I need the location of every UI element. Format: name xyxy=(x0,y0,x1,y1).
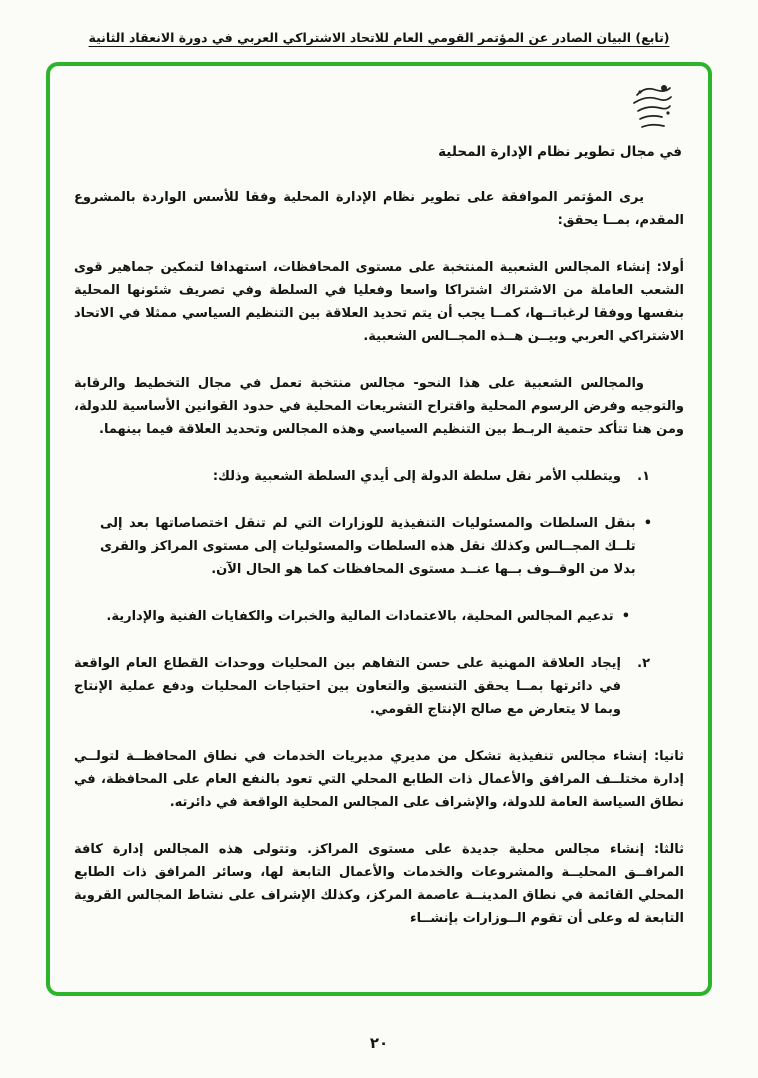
first-clause-paragraph xyxy=(74,256,684,348)
numbered-item-1-marker: ١. xyxy=(637,469,650,484)
numbered-item-2 xyxy=(74,652,650,721)
bullet-item-1-text: بنقل السلطات والمسئوليات التنفيذية للوزارات التي لم تنقل اختصاصاتها بعد إلى تلــك المجــالس وكذلك نقل هذه السلطات والمسئوليات إلى مستوى المراكز والقرى بدلا من الوقــوف بــها عنــد مستوى المحافظات كما هو الحال الآن. xyxy=(100,516,636,577)
numbered-item-2-text: إيجاد العلاقة المهنية على حسن التفاهم بين المحليات ووحدات القطاع العام الواقعة في دائرتها بمــا يحقق التنسيق والتعاون بين احتياجات المحليات ودفع عملية الإنتاج وبما لا يتعارض مع صالح الإنتاج القومي. xyxy=(74,656,621,717)
second-clause-paragraph xyxy=(74,745,684,814)
document-body xyxy=(50,66,708,992)
page-header xyxy=(0,30,758,45)
bullet-icon: • xyxy=(643,516,652,531)
third-clause-text: إنشاء مجالس محلية جديدة على مستوى المراكز. وتتولى هذه المجالس إدارة كافة المرافــق المحليــة والمشروعات والخدمات والأعمال التابعة لها، وسائر المرافق ذات الطابع المحلي القائمة في نطاق المدينــة عاصمة المركز، وكذلك الإشراف على نشاط المجالس القروية التابعة له وعلى أن تقوم الــوزارات بإنشــاء xyxy=(74,842,684,926)
first-clause-label: أولا: xyxy=(656,260,684,275)
third-clause-paragraph xyxy=(74,838,684,930)
green-border-frame xyxy=(46,62,712,996)
bullet-icon: • xyxy=(621,609,630,624)
intro-paragraph: يرى المؤتمر الموافقة على تطوير نظام الإدارة المحلية وفقا للأسس الواردة بالمشروع المقدم، بمــا يحقق: xyxy=(74,190,684,228)
section-title: في مجال تطوير نظام الإدارة المحلية xyxy=(438,144,682,160)
bullet-item-1 xyxy=(100,512,652,581)
second-clause-text: إنشاء مجالس تنفيذية تشكل من مديري مديريات الخدمات في نطاق المحافظــة لتولــي إدارة مختلــف المرافق والأعمال ذات الطابع المحلي التي تعود بالنفع العام على المحافظة، في نطاق السياسة العامة للدولة، والإشراف على المجالس المحلية الواقعة في دائرته. xyxy=(74,749,684,810)
popular-councils-paragraph: والمجالس الشعبية على هذا النحو- مجالس منتخبة تعمل في مجال التخطيط والرقابة والتوجيه وفرض الرسوم المحلية واقتراح التشريعات المحلية في حدود القوانين الأساسية للدولة، ومن هنا تتأكد حتمية الربـط بين التنظيم السياسي وهذه المجالس وتحديد العلاقة فيما بينهما. xyxy=(74,376,684,437)
page-number: ٢٠ xyxy=(369,1034,389,1052)
bullet-item-2 xyxy=(100,605,630,628)
numbered-item-1-text: ويتطلب الأمر نقل سلطة الدولة إلى أيدي السلطة الشعبية وذلك: xyxy=(212,469,621,484)
header-title: (تابع) البيان الصادر عن المؤتمر القومي العام للاتحاد الاشتراكي العربي في دورة الانعقاد الثانية xyxy=(88,30,670,45)
organization-emblem-icon xyxy=(630,82,674,134)
numbered-item-1 xyxy=(74,465,650,488)
first-clause-text: إنشاء المجالس الشعبية المنتخبة على مستوى المحافظات، استهدافا لتمكين جماهير قوى الشعب العاملة من الاشتراك اشتراكا واسعا وفعليا في السلطة وفي تصريف شئونها المحلية بنفسها ووفقا لرغباتــها، كمــا يجب أن يتم تحديد العلاقة بين التنظيم السياسي ممثلا في الاتحاد الاشتراكي العربي وبيــن هــذه المجــالس الشعبية. xyxy=(74,260,684,344)
third-clause-label: ثالثا: xyxy=(653,842,684,857)
second-clause-label: ثانيا: xyxy=(653,749,684,764)
numbered-item-2-marker: ٢. xyxy=(637,656,650,671)
bullet-item-2-text: تدعيم المجالس المحلية، بالاعتمادات المالية والخبرات والكفايات الفنية والإدارية. xyxy=(106,609,614,624)
